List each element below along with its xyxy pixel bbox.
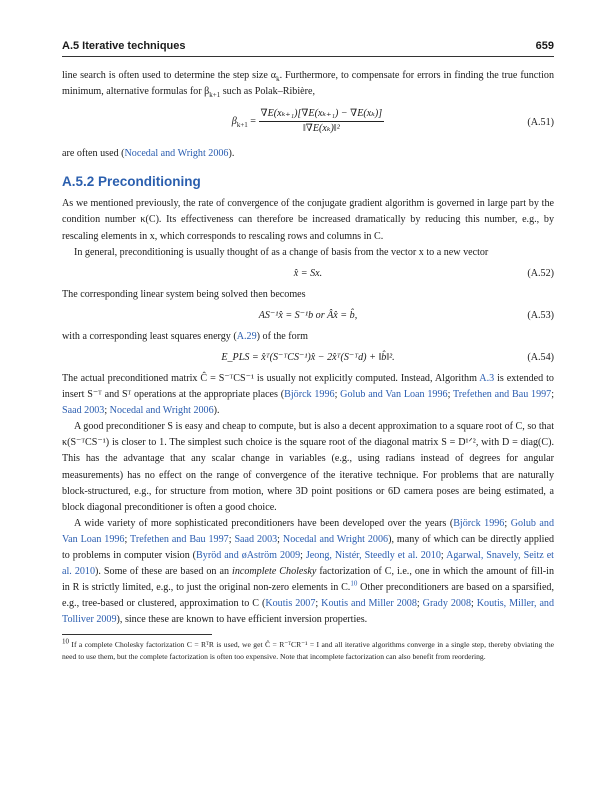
footnote-rule — [62, 634, 212, 635]
citation-link[interactable]: Trefethen and Bau 1997 — [452, 389, 552, 401]
citation-link[interactable]: Björck 1996 — [284, 389, 335, 401]
citation-link[interactable]: Koutis, Miller, and Tolliver 2009 — [62, 598, 555, 626]
citation-link[interactable]: Trefethen and Bau 1997 — [130, 533, 229, 545]
citation-link[interactable]: Golub and Van Loan 1996 — [62, 517, 555, 545]
citation-link[interactable]: Björck 1996 — [453, 517, 505, 529]
citation-link[interactable]: Golub and Van Loan 1996 — [340, 389, 448, 401]
citation-link[interactable]: Saad 2003 — [62, 405, 105, 417]
citation-link[interactable]: Nocedal and Wright 2006 — [109, 405, 214, 417]
equation-label: (A.52) — [527, 267, 554, 279]
equation-label: (A.53) — [527, 309, 554, 321]
footnote-marker[interactable]: 10 — [350, 579, 358, 588]
paragraph-change-of-basis: In general, preconditioning is usually thought of as a change of basis from the vector x to a new vector — [74, 246, 489, 258]
citation-link[interactable]: Nocedal and Wright 2006 — [282, 533, 389, 545]
citation-link[interactable]: Koutis 2007 — [265, 598, 316, 610]
section-header: A.5 Iterative techniques — [62, 40, 186, 52]
equation-A51: $\beta_{k+1}$ = $\frac{\text{∇E(xₖ₊₁)[∇E(xₖ₊₁) − ∇E(xₖ)]}}{\text{‖∇E(xₖ)‖²}}$ (A.51) — [231, 108, 554, 135]
citation-link[interactable]: Saad 2003 — [234, 533, 278, 545]
paragraph-sophisticated-preconditioners: A wide variety of more sophisticated preconditioners have been developed over the years (Björck 1996; Golub and Van Loan 1996; Trefethen and Bau 1997; Saad 2003; Nocedal and Wright 2006), many of which can be directly applied to problems in computer vision (Byröd and øAström 2009; Jeong, Nistér, Steedly et al. 2010; Agarwal, Snavely, Seitz et al. 2010). Some of these are based on an incomplete Cholesky factorization of C, i.e., one in which the amount of fill-in in R is strictly limited, e.g., to just the original non-zero elements in C.$^{10}$ Other preconditioners are based on a sparsified, e.g., tree-based or clustered, approximation to C (Koutis 2007; Koutis and Miller 2008; Grady 2008; Koutis, Miller, and Tolliver 2009), since these are known to have efficient inversion properties. — [62, 517, 555, 626]
paragraph-preconditioned-matrix: The actual preconditioned matrix Ĉ = S⁻ᵀCS⁻¹ is usually not explicitly computed. Instead, Algorithm A.3 is extended to insert S⁻ᵀ and Sᵀ operations at the appropriate places (Björck 1996; Golub and Van Loan 1996; Trefethen and Bau 1997; Saad 2003; Nocedal and Wright 2006). — [62, 372, 555, 417]
algorithm-reference-link[interactable]: A.3 — [479, 372, 495, 384]
header-rule — [62, 56, 554, 57]
paragraph-least-squares: with a corresponding least squares energy (A.29) of the form — [62, 330, 308, 342]
equation-A54: E_PLS = x̂ᵀ(S⁻ᵀCS⁻¹)x̂ − 2x̂ᵀ(S⁻ᵀd) + ‖b̂‖². (A.54) — [62, 348, 554, 368]
running-header — [62, 40, 554, 56]
polak-ribiere-fraction: $\frac{\text{∇E(xₖ₊₁)[∇E(xₖ₊₁) − ∇E(xₖ)]}}{\text{‖∇E(xₖ)‖²}}$ — [260, 108, 383, 135]
page-body — [62, 68, 554, 663]
citation-link[interactable]: Agarwal, Snavely, Seitz et al. 2010 — [62, 549, 554, 578]
paragraph-convergence: As we mentioned previously, the rate of convergence of the conjugate gradient algorithm is governed in large part by the condition number κ(C). Its effectiveness can therefore be increased dramatically by reducing this number, e.g., by rescaling elements in x, which corresponds to rescaling rows and columns in C. — [62, 198, 554, 242]
section-title: A.5.2 Preconditioning — [62, 174, 201, 190]
citation-link[interactable]: Grady 2008 — [422, 598, 472, 610]
citation-link[interactable]: Jeong, Nistér, Steedly et al. 2010 — [305, 549, 441, 561]
citation-link[interactable]: Byröd and øAström 2009 — [196, 549, 301, 561]
equation-A53: AS⁻¹x̂ = S⁻¹b or Âx̂ = b̂, (A.53) — [62, 306, 554, 326]
citation-link[interactable]: Koutis and Miller 2008 — [321, 598, 417, 610]
paragraph-often-used: are often used (Nocedal and Wright 2006). — [62, 148, 235, 160]
paragraph-line-search: line search is often used to determine the step size $\alpha_k$. Furthermore, to compensate for errors in finding the true function minimum, alternative formulas for $\beta_{k+1}$ such as Polak–Ribière, — [62, 70, 554, 100]
equation-label: (A.51) — [527, 117, 554, 129]
paragraph-linear-system: The corresponding linear system being solved then becomes — [62, 288, 306, 300]
equation-A52: x̂ = Sx. (A.52) — [62, 264, 554, 284]
equation-label: (A.54) — [527, 351, 554, 363]
page-number: 659 — [535, 40, 554, 52]
equation-reference-link[interactable]: A.29 — [236, 330, 257, 342]
citation-link[interactable]: Nocedal and Wright 2006 — [124, 148, 229, 160]
footnote: $^{10}$ If a complete Cholesky factorization C = RᵀR is used, we get Ĉ = R⁻ᵀCR⁻¹ = I and all iterative algorithms converge in a single step, thereby obviating the need to use them, but the complete factorization is often too expensive. Note that incomplete factorization can also benefit from reordering. — [62, 637, 554, 662]
paragraph-good-preconditioner: A good preconditioner S is easy and cheap to compute, but is also a decent approximation to a square root of C, so that κ(S⁻ᵀCS⁻¹) is closer to 1. The simplest such choice is the square root of the diagonal matrix S = D¹ᐟ², with D = diag(C). This has the advantage that any scalar change in variables (e.g., using radians instead of degrees for angular measurements) has no effect on the range of convergence of the iterative technique. For problems that are naturally block-structured, e.g., for structure from motion, where 3D point positions or 6D camera poses are being estimated, a block diagonal preconditioner is often a good choice. — [62, 421, 554, 513]
